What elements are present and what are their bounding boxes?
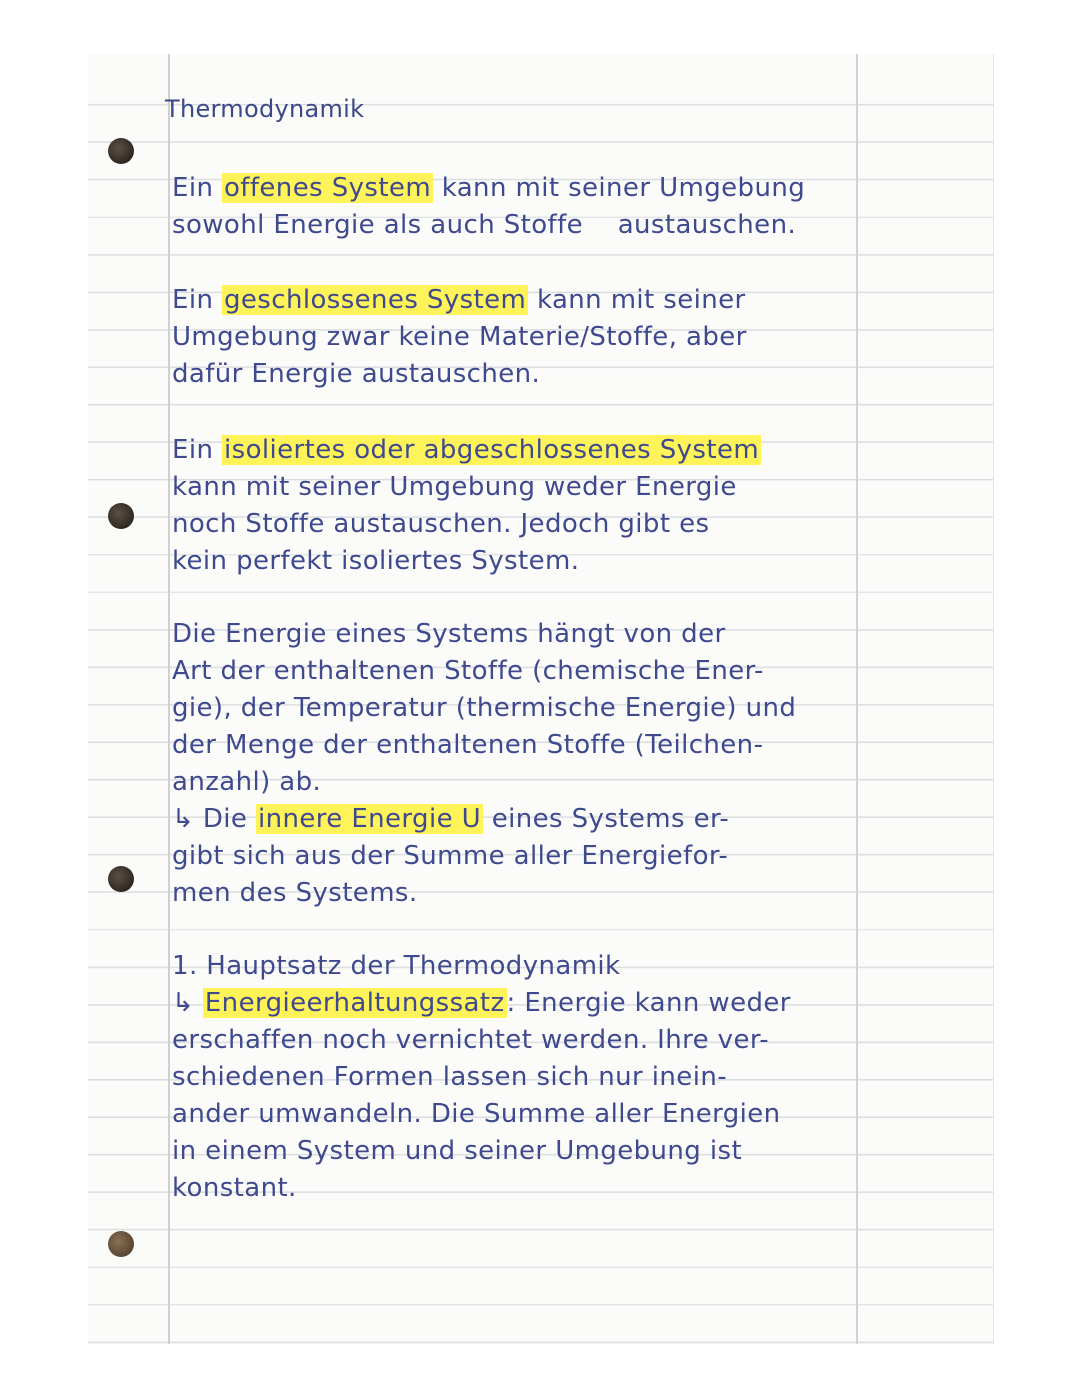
text-line: schiedenen Formen lassen sich nur inein-	[172, 1062, 727, 1092]
text-line: erschaffen noch vernichtet werden. Ihre ver-	[172, 1025, 770, 1055]
text-line: Ein isoliertes oder abgeschlossenes System	[172, 435, 760, 465]
text-line: ↳ Energieerhaltungssatz: Energie kann weder	[172, 988, 791, 1018]
text-line: sowohl Energie als auch Stoffe austauschen.	[172, 210, 797, 240]
punch-hole	[108, 503, 134, 529]
text-line: in einem System und seiner Umgebung ist	[172, 1136, 743, 1166]
punch-hole	[108, 138, 134, 164]
text-line: anzahl) ab.	[172, 767, 322, 797]
highlight: offenes System	[224, 173, 432, 203]
punch-hole	[108, 1231, 134, 1257]
highlight: geschlossenes System	[224, 285, 527, 315]
text-line: men des Systems.	[172, 878, 418, 908]
text-line: gie), der Temperatur (thermische Energie) und	[172, 693, 797, 723]
text-line: Ein offenes System kann mit seiner Umgebung	[172, 173, 806, 203]
paragraph-closed-system	[172, 282, 862, 393]
text-line: Die Energie eines Systems hängt von der	[172, 619, 726, 649]
text-line: ↳ Die innere Energie U eines Systems er-	[172, 804, 730, 834]
highlight: innere Energie U	[257, 804, 482, 834]
text-line: Art der enthaltenen Stoffe (chemische Ener-	[172, 656, 764, 686]
text-line: Ein geschlossenes System kann mit seiner	[172, 285, 746, 315]
text-line: ander umwandeln. Die Summe aller Energien	[172, 1099, 781, 1129]
highlight: Energieerhaltungssatz	[204, 988, 505, 1018]
page-title: Thermodynamik	[165, 95, 365, 123]
paragraph-energy	[172, 616, 862, 912]
text-line: gibt sich aus der Summe aller Energiefor-	[172, 841, 729, 871]
paragraph-open-system	[172, 170, 862, 244]
text-line: Umgebung zwar keine Materie/Stoffe, aber	[172, 322, 747, 352]
text-line: noch Stoffe austauschen. Jedoch gibt es	[172, 509, 710, 539]
paragraph-first-law	[172, 948, 862, 1207]
punch-hole	[108, 866, 134, 892]
text-line: 1. Hauptsatz der Thermodynamik	[172, 951, 621, 981]
text-line: der Menge der enthaltenen Stoffe (Teilchen-	[172, 730, 764, 760]
text-line: kein perfekt isoliertes System.	[172, 546, 580, 576]
highlight: isoliertes oder abgeschlossenes System	[224, 435, 760, 465]
left-margin-line	[168, 54, 170, 1344]
text-line: konstant.	[172, 1173, 297, 1203]
paragraph-isolated-system	[172, 432, 862, 580]
text-line: kann mit seiner Umgebung weder Energie	[172, 472, 737, 502]
text-line: dafür Energie austauschen.	[172, 359, 541, 389]
